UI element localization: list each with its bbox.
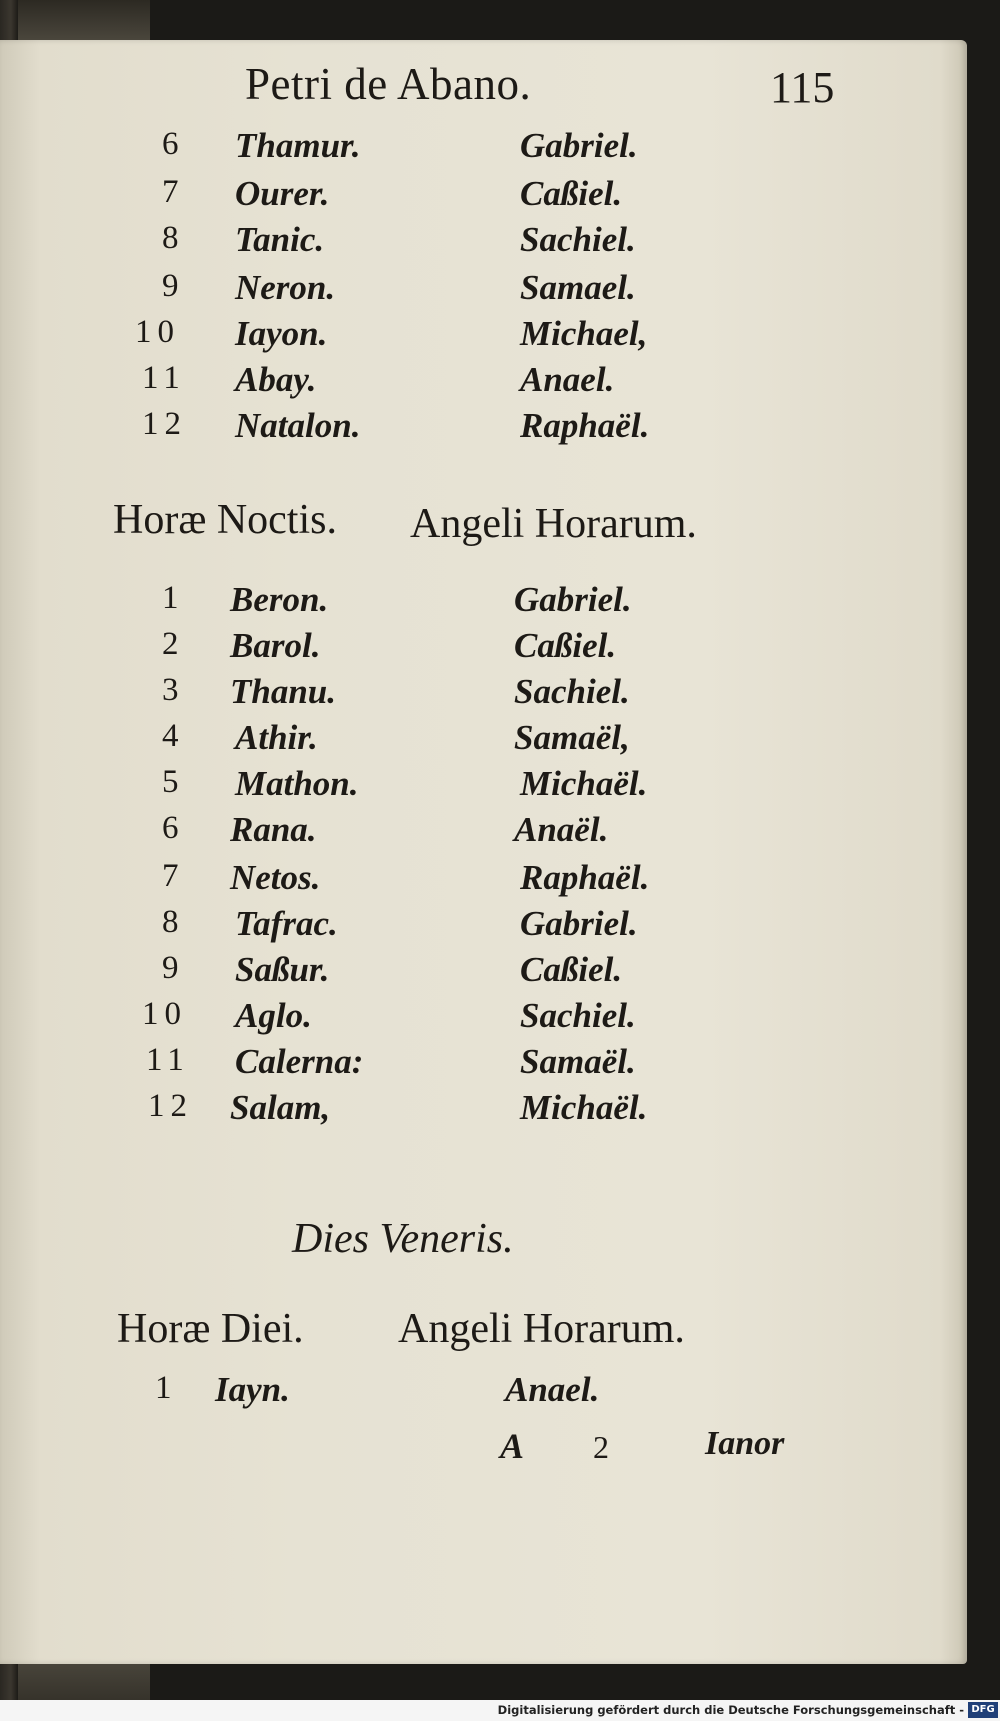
table-row [0, 996, 900, 1040]
night-hours-heading: Horæ Noctis. [113, 497, 337, 543]
hour-number: 12 [148, 1088, 193, 1124]
night-angels-heading: Angeli Horarum. [410, 501, 697, 547]
hour-angel: Raphaël. [520, 858, 650, 897]
table-row [0, 1370, 900, 1414]
hour-angel: Anael. [520, 360, 615, 399]
table-row [0, 314, 900, 358]
digitization-notice: Digitalisierung gefördert durch die Deutsche Forschungsgemeinschaft - [497, 1703, 964, 1717]
digitization-footer [0, 1700, 1000, 1721]
section-title: Dies Veneris. [292, 1216, 514, 1262]
hour-number: 10 [142, 996, 187, 1032]
table-row [0, 268, 900, 312]
binding-top [0, 0, 150, 40]
hour-number: 11 [146, 1042, 190, 1078]
table-row [0, 126, 900, 170]
hour-number: 4 [162, 718, 185, 754]
hour-angel: Samaël. [520, 1042, 636, 1081]
catchword: Ianor [705, 1425, 785, 1462]
hour-angel: Gabriel. [514, 580, 632, 619]
hour-number: 6 [162, 126, 185, 162]
hour-number: 8 [162, 220, 185, 256]
page-number: 115 [770, 63, 835, 112]
table-row [0, 904, 900, 948]
hour-name: Rana. [230, 810, 317, 849]
hour-name: Abay. [235, 360, 317, 399]
hour-name: Calerna: [235, 1042, 364, 1081]
table-row [0, 764, 900, 808]
hour-angel: Michaël. [520, 1088, 648, 1127]
hour-angel: Anaël. [514, 810, 609, 849]
day-hours-heading: Horæ Diei. [117, 1306, 304, 1352]
hour-number: 7 [162, 858, 185, 894]
hour-name: Thamur. [235, 126, 361, 165]
hour-name: Neron. [235, 268, 336, 307]
hour-angel: Samaël, [514, 718, 630, 757]
hour-angel: Michaël. [520, 764, 648, 803]
hour-number: 12 [142, 406, 187, 442]
hour-name: Barol. [230, 626, 321, 665]
hour-angel: Michael, [520, 314, 648, 353]
table-row [0, 950, 900, 994]
hour-number: 5 [162, 764, 185, 800]
hour-angel: Caßiel. [514, 626, 617, 665]
day-angels-heading: Angeli Horarum. [398, 1306, 685, 1352]
hour-angel: Sachiel. [520, 996, 636, 1035]
hour-name: Tanic. [235, 220, 325, 259]
table-row [0, 718, 900, 762]
running-head: Petri de Abano. [245, 59, 532, 109]
table-row [0, 174, 900, 218]
hour-number: 8 [162, 904, 185, 940]
hour-name: Salam, [230, 1088, 331, 1127]
hour-name: Natalon. [235, 406, 361, 445]
hour-name: Tafrac. [235, 904, 338, 943]
hour-angel: Raphaël. [520, 406, 650, 445]
hour-number: 7 [162, 174, 185, 210]
signature-number: 2 [593, 1429, 609, 1465]
hour-number: 6 [162, 810, 185, 846]
table-row [0, 360, 900, 404]
hour-angel: Sachiel. [514, 672, 630, 711]
table-row [0, 1042, 900, 1086]
table-row [0, 626, 900, 670]
table-row [0, 858, 900, 902]
table-row [0, 1088, 900, 1132]
hour-number: 2 [162, 626, 185, 662]
hour-name: Ourer. [235, 174, 330, 213]
hour-name: Athir. [235, 718, 318, 757]
hour-name: Thanu. [230, 672, 337, 711]
hour-angel: Samael. [520, 268, 636, 307]
hour-name: Beron. [230, 580, 329, 619]
hour-name: Iayn. [215, 1370, 290, 1409]
table-row [0, 220, 900, 264]
table-row [0, 810, 900, 854]
hour-angel: Gabriel. [520, 126, 638, 165]
hour-number: 9 [162, 950, 185, 986]
table-row [0, 406, 900, 450]
hour-number: 3 [162, 672, 185, 708]
hour-angel: Caßiel. [520, 174, 623, 213]
hour-number: 1 [155, 1370, 178, 1406]
table-row [0, 672, 900, 716]
hour-number: 10 [135, 314, 180, 350]
hour-number: 9 [162, 268, 185, 304]
hour-angel: Anael. [505, 1370, 600, 1409]
hour-angel: Gabriel. [520, 904, 638, 943]
table-row [0, 580, 900, 624]
signature-mark: A [500, 1426, 525, 1466]
hour-angel: Caßiel. [520, 950, 623, 989]
hour-name: Saßur. [235, 950, 330, 989]
hour-number: 11 [142, 360, 186, 396]
dfg-logo-icon: DFG [968, 1702, 998, 1718]
hour-name: Aglo. [235, 996, 312, 1035]
book-page [0, 40, 967, 1664]
hour-name: Netos. [230, 858, 321, 897]
hour-name: Mathon. [235, 764, 359, 803]
hour-name: Iayon. [235, 314, 328, 353]
hour-number: 1 [162, 580, 185, 616]
hour-angel: Sachiel. [520, 220, 636, 259]
